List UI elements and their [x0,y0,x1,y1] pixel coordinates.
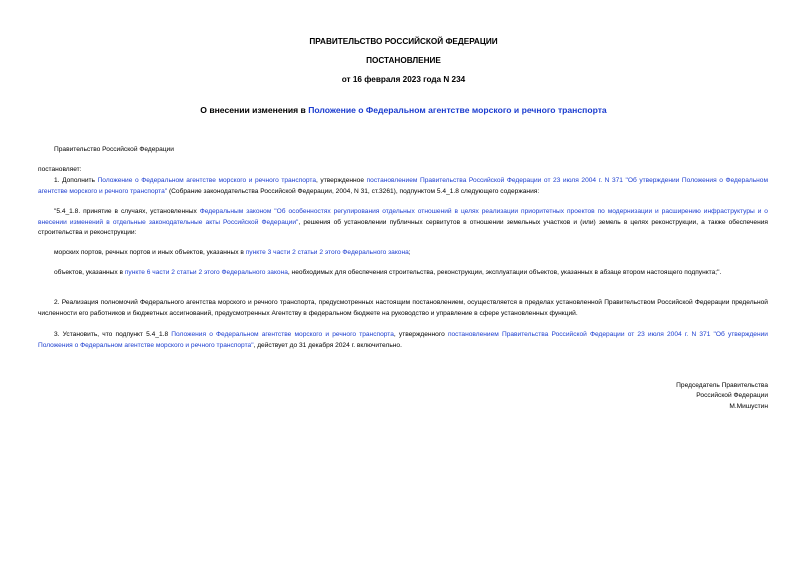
item3-text: , действует до 31 декабря 2024 г. включительно. [253,341,402,349]
objects-paragraph [38,268,768,279]
signature-block [676,381,768,412]
government-title: ПРАВИТЕЛЬСТВО РОССИЙСКОЙ ФЕДЕРАЦИИ [309,37,498,46]
quote-paragraph [38,207,768,239]
intro-paragraph: Правительство Российской Федерации [54,146,174,153]
document-type: ПОСТАНОВЛЕНИЕ [366,56,441,65]
quote-text: "5.4_1.8. принятие в случаях, установленных [54,208,200,215]
document-subject [0,105,807,115]
objects-text: объектов, указанных в [54,269,125,276]
federal-law-link[interactable]: Федеральным законом "Об особенностях регулирования отдельных отношений в целях реализации приоритетных проектов по модернизации и расширению инфраструктуры и о внесении изменений в отдельные законодательные акты Российской Федерации" [38,208,768,226]
item3-text: , утвержденного [393,331,448,338]
ports-text: ; [408,249,411,256]
signature-organization: Российской Федерации [696,392,768,400]
item3-text: 3. Установить, что подпункт 5.4_1.8 [54,331,172,338]
subject-link[interactable]: Положение о Федеральном агентстве морского и речного транспорта [308,105,607,115]
item-1-paragraph [38,176,768,197]
item1-regulation-link[interactable]: Положение о Федеральном агентстве морского и речного транспорта [97,177,316,184]
item1-text: 1. Дополнить [54,177,98,184]
document-date-number: от 16 февраля 2023 года N 234 [341,75,466,84]
signature-name: М.Мишустин [729,402,768,410]
item1-resolution-link[interactable]: постановлением Правительства Российской Федерации от 23 июля 2004 г. N 371 "Об утверждении Положения о Федеральном агентстве морского и речного транспорта" [38,177,768,195]
signature-position: Председатель Правительства [676,382,768,389]
item1-text: (Собрание законодательства Российской Федерации, 2004, N 31, ст.3261), подпунктом 5.4_1.8 следующего содержания: [167,187,540,195]
ports-paragraph [38,248,768,259]
objects-law-link[interactable]: пункте 6 части 2 статьи 2 этого Федерального закона [124,269,288,276]
item3-resolution-link[interactable]: постановлением Правительства Российской Федерации от 23 июля 2004 г. N 371 "Об утверждении Положения о Федеральном агентстве морского и речного транспорта" [38,331,768,349]
item-3-paragraph [38,330,768,351]
item3-regulation-link[interactable]: Положения о Федеральном агентстве морского и речного транспорта [171,331,394,338]
item-2-paragraph: 2. Реализация полномочий Федерального агентства морского и речного транспорта, предусмотренных настоящим постановлением, осуществляется в пределах установленной Правительством Российской Федерации предельной численности его работников и бюджетных ассигнований, предусмотренных Агентству в федеральном бюджете на руководство и управление в сфере установленных функций. [38,299,768,317]
decrees-paragraph: постановляет: [38,166,82,173]
subject-prefix: О внесении изменения в [200,105,309,115]
quote-text: , решения об установлении публичных сервитутов в отношении земельных участков и (или) земель в целях реконструкции, а также обеспечения строительства и реконструкции: [38,218,768,237]
objects-text: , необходимых для обеспечения строительства, реконструкции, эксплуатации объектов, указанных в абзаце втором настоящего подпункта;". [287,269,722,276]
ports-law-link[interactable]: пункте 3 части 2 статьи 2 этого Федерального закона [245,249,409,256]
item1-text: , утвержденное [316,177,367,184]
ports-text: морских портов, речных портов и иных объектов, указанных в [54,249,246,256]
